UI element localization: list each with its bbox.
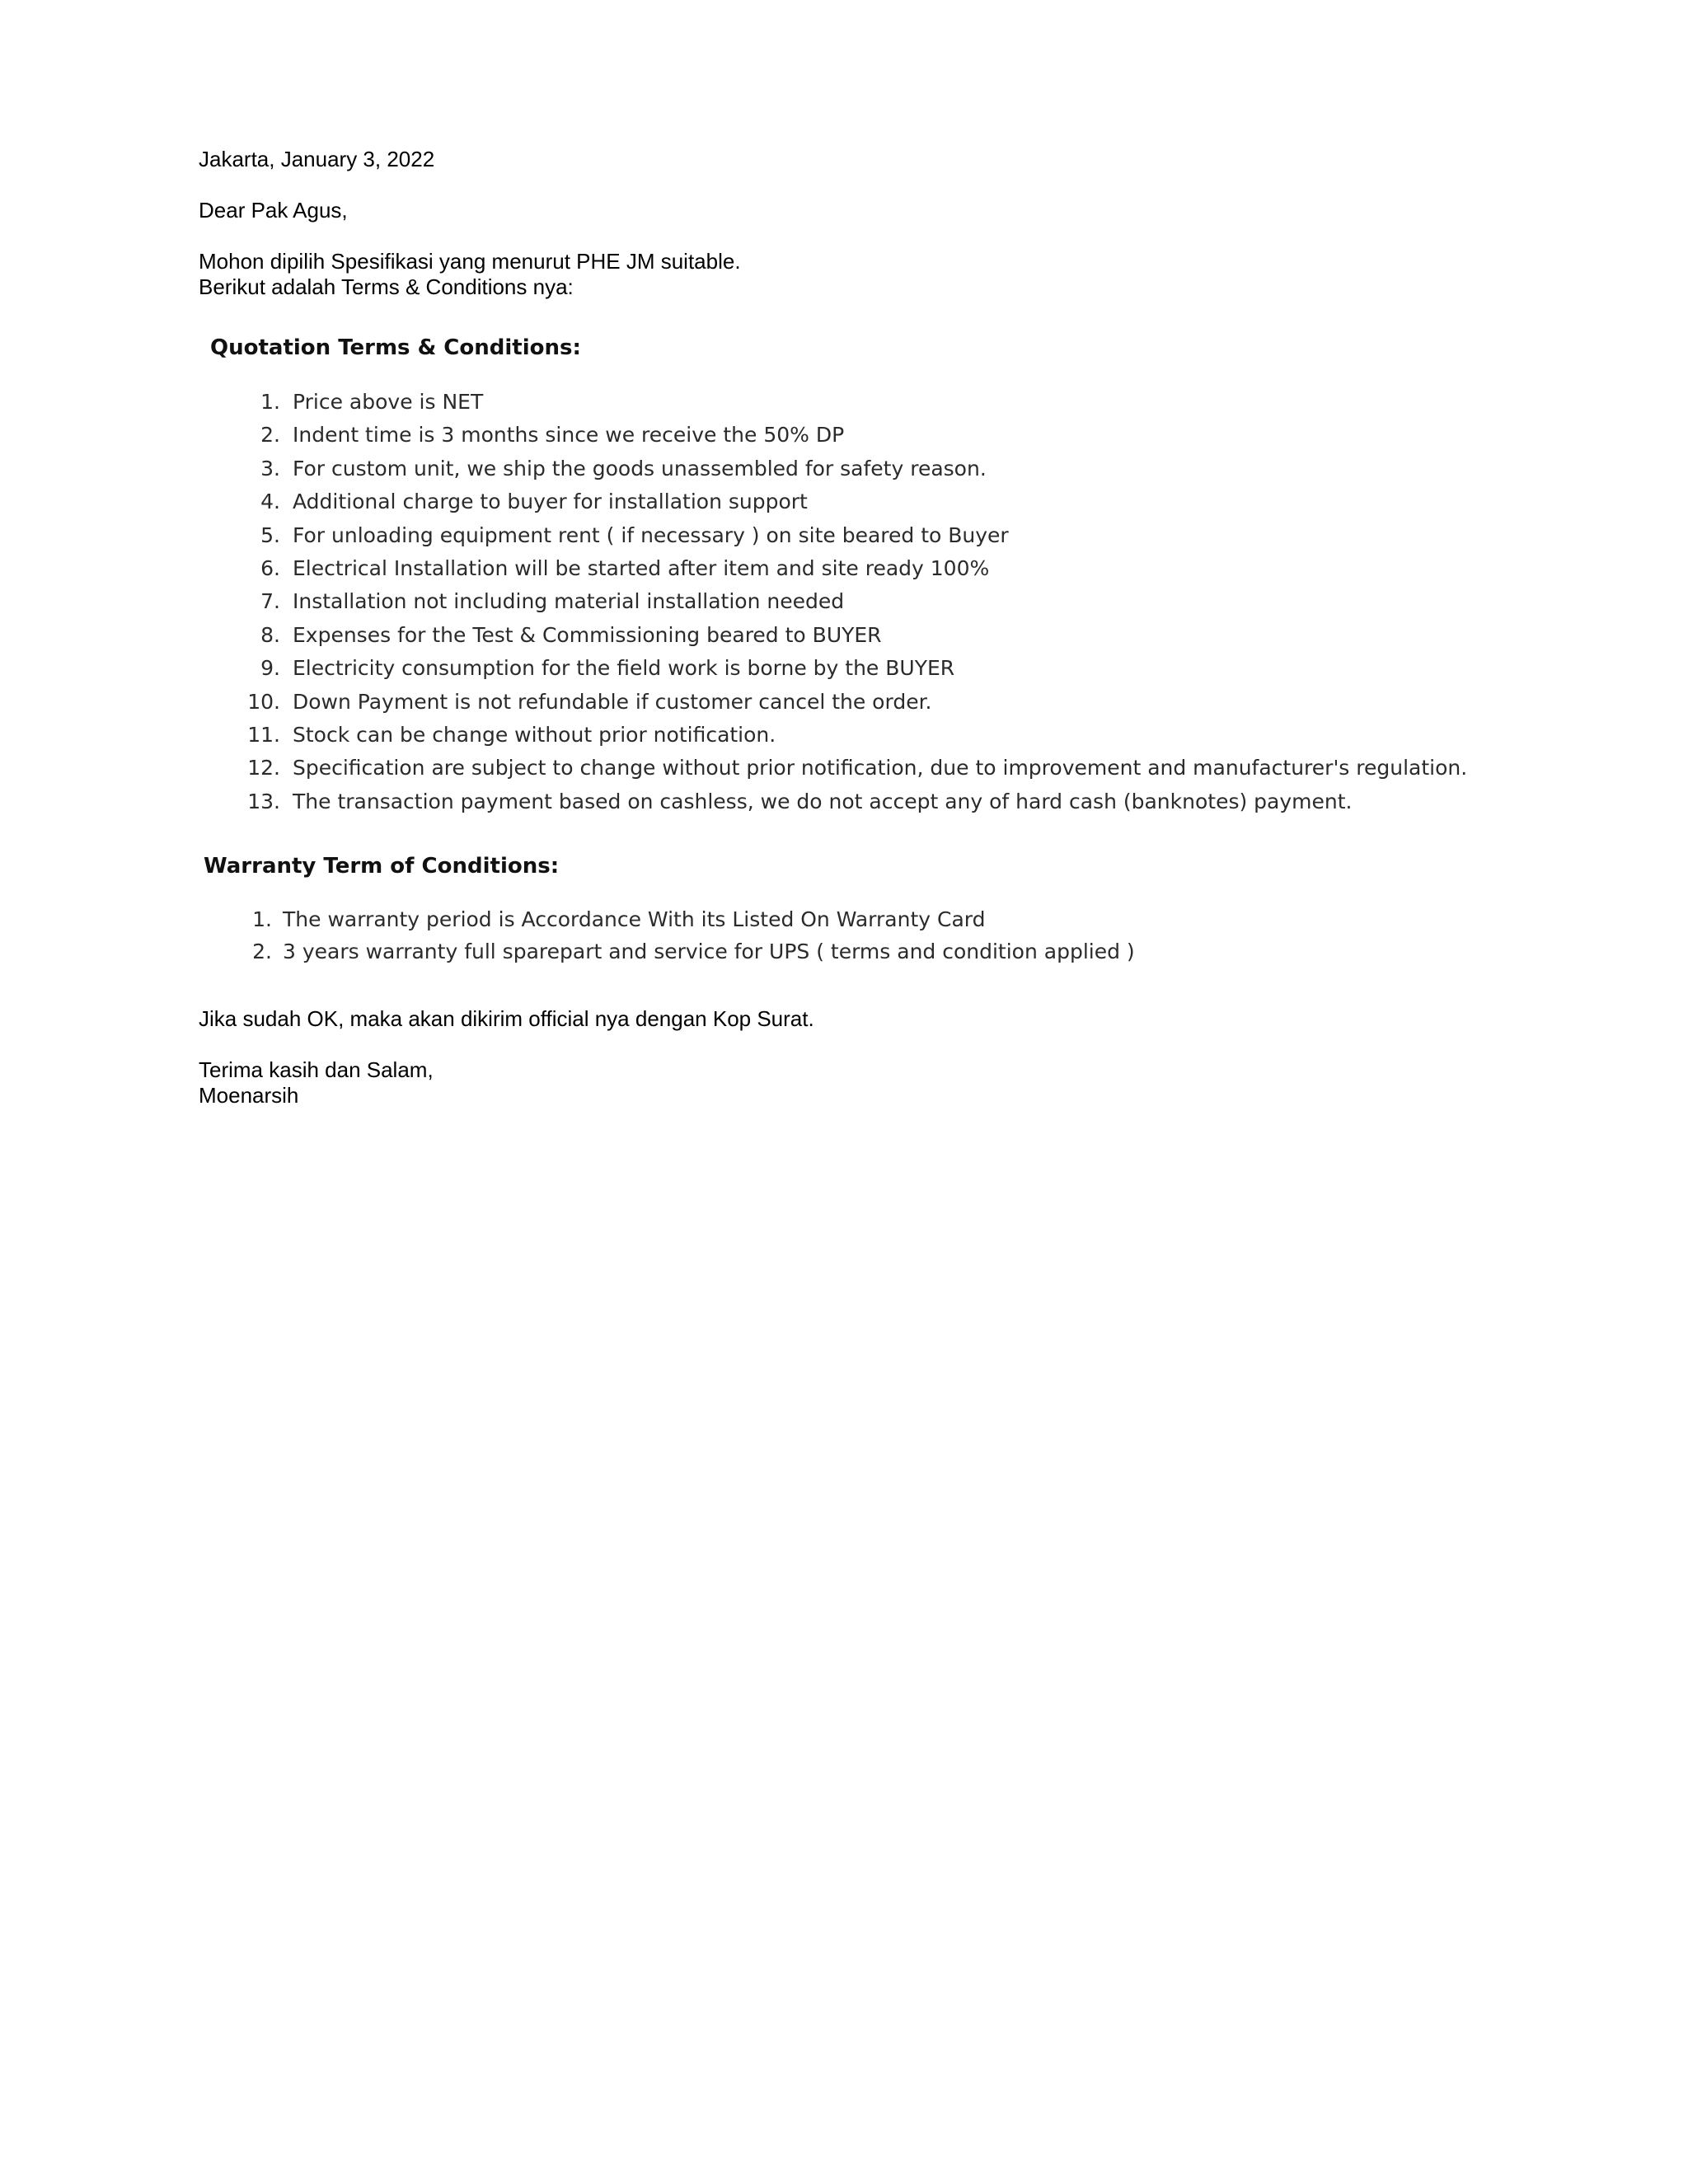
list-item-text: 3 years warranty full sparepart and service for UPS ( terms and condition applied ) (283, 939, 1135, 963)
list-item-number: 4. (260, 490, 280, 514)
list-item-number: 1. (260, 390, 280, 414)
list-item-text: For custom unit, we ship the goods unassembled for safety reason. (293, 456, 987, 480)
list-item-number: 9. (260, 656, 280, 681)
list-item-text: Down Payment is not refundable if customer cancel the order. (293, 689, 932, 714)
list-item-text: Installation not including material installation needed (293, 589, 845, 614)
list-item-text: Indent time is 3 months since we receive the 50% DP (293, 423, 845, 448)
list-item-text: Additional charge to buyer for installation support (293, 490, 808, 514)
list-item-text: For unloading equipment rent ( if necessary ) on site beared to Buyer (293, 523, 1009, 547)
list-item-number: 7. (260, 589, 280, 614)
list-item-number: 6. (260, 555, 280, 580)
list-item-number: 11. (247, 722, 280, 747)
list-item-text: The transaction payment based on cashless, we do not accept any of hard cash (banknotes) payment. (293, 789, 1353, 813)
list-item-number: 2. (260, 423, 280, 448)
list-item-text: Electrical Installation will be started after item and site ready 100% (293, 555, 990, 580)
intro-line-2: Berikut adalah Terms & Conditions nya: (199, 274, 574, 299)
list-item-text: Price above is NET (293, 390, 484, 414)
place-date: Jakarta, January 3, 2022 (199, 147, 435, 171)
sign-off: Terima kasih dan Salam, (199, 1057, 434, 1082)
salutation: Dear Pak Agus, (199, 198, 348, 223)
list-item-number: 1. (252, 907, 272, 931)
quotation-heading: Quotation Terms & Conditions: (210, 335, 581, 360)
closing-note: Jika sudah OK, maka akan dikirim official nya dengan Kop Surat. (199, 1006, 814, 1031)
list-item-number: 5. (260, 523, 280, 547)
list-item-text: Stock can be change without prior notification. (293, 722, 776, 747)
list-item-text: The warranty period is Accordance With its Listed On Warranty Card (283, 907, 986, 931)
list-item-number: 3. (260, 456, 280, 480)
list-item-number: 13. (247, 789, 280, 813)
signer-name: Moenarsih (199, 1083, 299, 1108)
intro-line-1: Mohon dipilih Spesifikasi yang menurut PHE JM suitable. (199, 249, 741, 274)
list-item-number: 8. (260, 622, 280, 647)
list-item-number: 10. (247, 689, 280, 714)
list-item-number: 12. (247, 756, 280, 780)
list-item-text: Expenses for the Test & Commissioning beared to BUYER (293, 622, 882, 647)
list-item-number: 2. (252, 939, 272, 963)
list-item-text: Electricity consumption for the field work is borne by the BUYER (293, 656, 955, 681)
warranty-heading: Warranty Term of Conditions: (204, 854, 560, 879)
list-item-text: Specification are subject to change without prior notification, due to improvement and manufacturer's regulation. (293, 756, 1468, 780)
